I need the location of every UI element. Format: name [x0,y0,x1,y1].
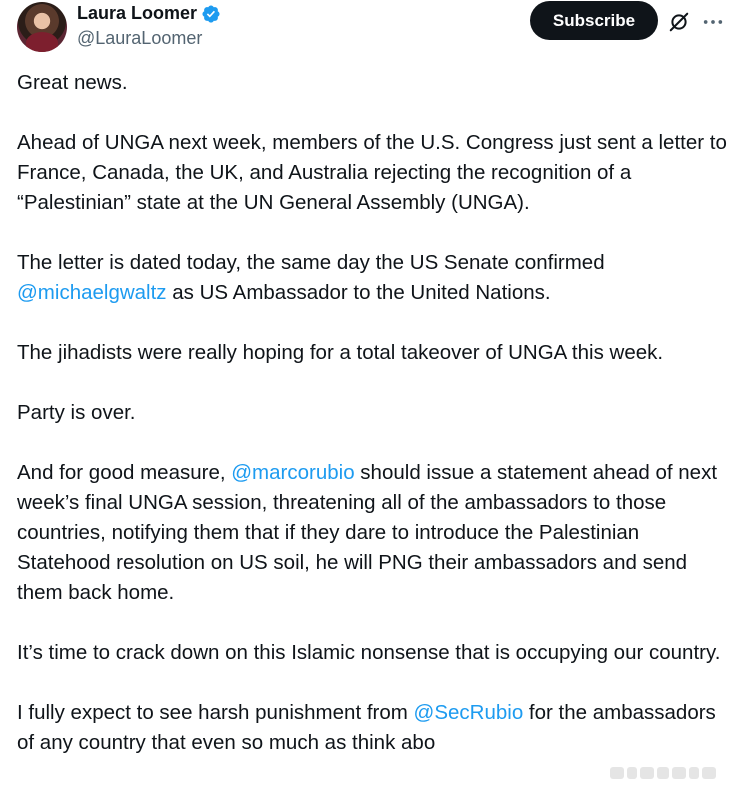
post-paragraph [17,698,729,758]
paragraph-text: should issue a statement ahead of next week’s final UNGA session, threatening all of the ambassadors to those countries, notifying them that if they dare to introduce the Palestinian Statehood resolution on US soil, he will PNG their ambassadors and send them back home. [17,461,718,604]
post-paragraph [17,248,729,308]
author-name-line [77,3,221,24]
mention-link-secrubio[interactable]: @SecRubio [413,701,524,724]
watermark-icon [610,764,730,782]
mention-link-michaelgwaltz[interactable]: @michaelgwaltz [17,281,167,304]
post-paragraph: Party is over. [17,401,136,424]
post-paragraph: Great news. [17,71,128,94]
author-display-name[interactable]: Laura Loomer [77,3,198,23]
post-paragraph: It’s time to crack down on this Islamic nonsense that is occupying our country. [17,641,721,664]
paragraph-text: And for good measure, [17,461,232,484]
paragraph-text: as US Ambassador to the United Nations. [166,281,551,304]
verified-badge-icon [201,4,221,24]
author-handle[interactable]: @LauraLoomer [77,28,203,48]
paragraph-text: for the ambassadors of any country that even so much as think abo [17,701,716,754]
more-options-icon[interactable] [702,11,724,33]
paragraph-text: I fully expect to see harsh punishment from [17,701,414,724]
subscribe-button[interactable]: Subscribe [530,1,658,40]
post-header [0,0,737,60]
grok-icon[interactable] [668,11,690,33]
avatar[interactable] [17,2,67,52]
post-paragraph: The jihadists were really hoping for a total takeover of UNGA this week. [17,341,664,364]
post-paragraph [17,458,729,608]
mention-link-marcorubio[interactable]: @marcorubio [231,461,355,484]
post-body [17,68,729,788]
paragraph-text: The letter is dated today, the same day the US Senate confirmed [17,251,605,274]
post-paragraph: Ahead of UNGA next week, members of the U.S. Congress just sent a letter to France, Canada, the UK, and Australia rejecting the recognition of a “Palestinian” state at the UN General Assembly (UNGA). [17,131,727,214]
